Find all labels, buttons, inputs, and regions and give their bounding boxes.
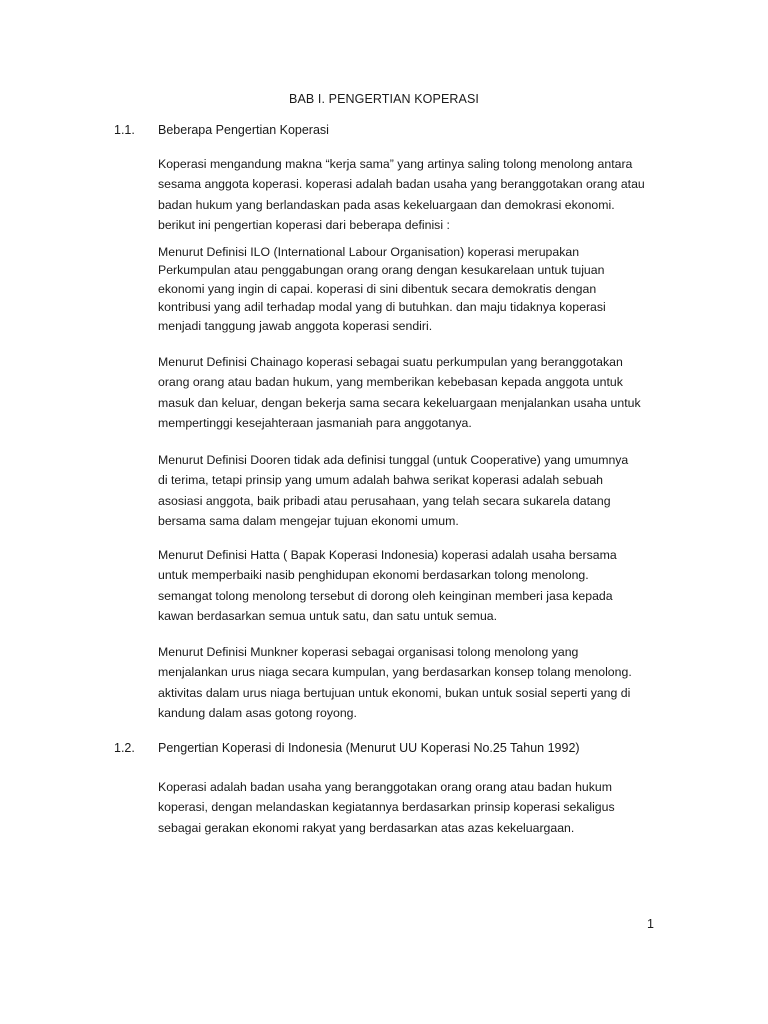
page-number: 1 bbox=[647, 917, 654, 931]
paragraph-line: asosiasi anggota, baik pribadi atau perusahaan, yang telah secara sukarela datang bbox=[158, 493, 611, 508]
paragraph-line: sebagai gerakan ekonomi rakyat yang berdasarkan atas azas kekeluargaan. bbox=[158, 820, 575, 835]
paragraph-line: Perkumpulan atau penggabungan orang orang dengan kesukarelaan untuk tujuan bbox=[158, 263, 605, 278]
paragraph-line: masuk dan keluar, dengan bekerja sama secara kekeluargaan menjalankan usaha untuk bbox=[158, 395, 641, 410]
section-heading-text: Beberapa Pengertian Koperasi bbox=[158, 123, 329, 137]
section-number: 1.2. bbox=[114, 741, 135, 755]
paragraph-line: Menurut Definisi ILO (International Labour Organisation) koperasi merupakan bbox=[158, 245, 580, 259]
paragraph-line: berikut ini pengertian koperasi dari beberapa definisi : bbox=[158, 217, 450, 232]
paragraph-line: ekonomi yang ingin di capai. koperasi di sini dibentuk secara demokratis dengan bbox=[158, 281, 597, 296]
paragraph-line: kandung dalam asas gotong royong. bbox=[158, 705, 357, 720]
paragraph-line: di terima, tetapi prinsip yang umum adalah bahwa serikat koperasi adalah sebuah bbox=[158, 473, 603, 488]
paragraph-line: aktivitas dalam urus niaga bertujuan untuk ekonomi, bukan untuk sosial seperti yang di bbox=[158, 685, 631, 700]
paragraph-line: kontribusi yang adil terhadap modal yang di butuhkan. dan maju tidaknya koperasi bbox=[158, 300, 606, 315]
paragraph-line: Koperasi mengandung makna “kerja sama” yang artinya saling tolong menolong antara bbox=[158, 157, 633, 171]
paragraph-definition-uu bbox=[158, 777, 658, 838]
paragraph-line: Menurut Definisi Chainago koperasi sebagai suatu perkumpulan yang beranggotakan bbox=[158, 355, 623, 369]
section-heading-text: Pengertian Koperasi di Indonesia (Menurut UU Koperasi No.25 Tahun 1992) bbox=[158, 741, 580, 755]
chapter-title: BAB I. PENGERTIAN KOPERASI bbox=[289, 92, 479, 106]
paragraph-intro bbox=[158, 154, 658, 235]
section-number: 1.1. bbox=[114, 123, 135, 137]
paragraph-line: mempertinggi kesejahteraan jasmaniah para anggotanya. bbox=[158, 415, 472, 430]
section-heading-1-1 bbox=[114, 123, 329, 137]
paragraph-definition-hatta bbox=[158, 545, 658, 626]
paragraph-line: Menurut Definisi Hatta ( Bapak Koperasi Indonesia) koperasi adalah usaha bersama bbox=[158, 548, 617, 562]
paragraph-line: menjalankan urus niaga secara kumpulan, yang berdasarkan konsep tolang menolong. bbox=[158, 665, 632, 680]
paragraph-line: badan hukum yang berlandaskan pada asas kekeluargaan dan demokrasi ekonomi. bbox=[158, 197, 615, 212]
paragraph-line: sesama anggota koperasi. koperasi adalah badan usaha yang beranggotakan orang atau bbox=[158, 177, 645, 192]
paragraph-definition-dooren bbox=[158, 450, 658, 531]
paragraph-line: Menurut Definisi Munkner koperasi sebagai organisasi tolong menolong yang bbox=[158, 645, 579, 659]
paragraph-line: Koperasi adalah badan usaha yang beranggotakan orang orang atau badan hukum bbox=[158, 780, 612, 794]
paragraph-line: untuk memperbaiki nasib penghidupan ekonomi berdasarkan tolong menolong. bbox=[158, 568, 589, 583]
paragraph-line: koperasi, dengan melandaskan kegiatannya berdasarkan prinsip koperasi sekaligus bbox=[158, 800, 615, 815]
paragraph-line: bersama sama dalam mengejar tujuan ekonomi umum. bbox=[158, 513, 459, 528]
paragraph-definition-ilo bbox=[158, 243, 658, 335]
paragraph-line: Menurut Definisi Dooren tidak ada definisi tunggal (untuk Cooperative) yang umumnya bbox=[158, 453, 629, 467]
paragraph-definition-munkner bbox=[158, 642, 658, 723]
paragraph-line: semangat tolong menolong tersebut di dorong oleh keinginan memberi jasa kepada bbox=[158, 588, 613, 603]
paragraph-line: menjadi tanggung jawab anggota koperasi sendiri. bbox=[158, 318, 433, 333]
paragraph-definition-chainago bbox=[158, 352, 658, 433]
paragraph-line: kawan berdasarkan semua untuk satu, dan satu untuk semua. bbox=[158, 608, 498, 623]
paragraph-line: orang orang atau badan hukum, yang memberikan kebebasan kepada anggota untuk bbox=[158, 375, 623, 390]
section-heading-1-2 bbox=[114, 741, 580, 755]
